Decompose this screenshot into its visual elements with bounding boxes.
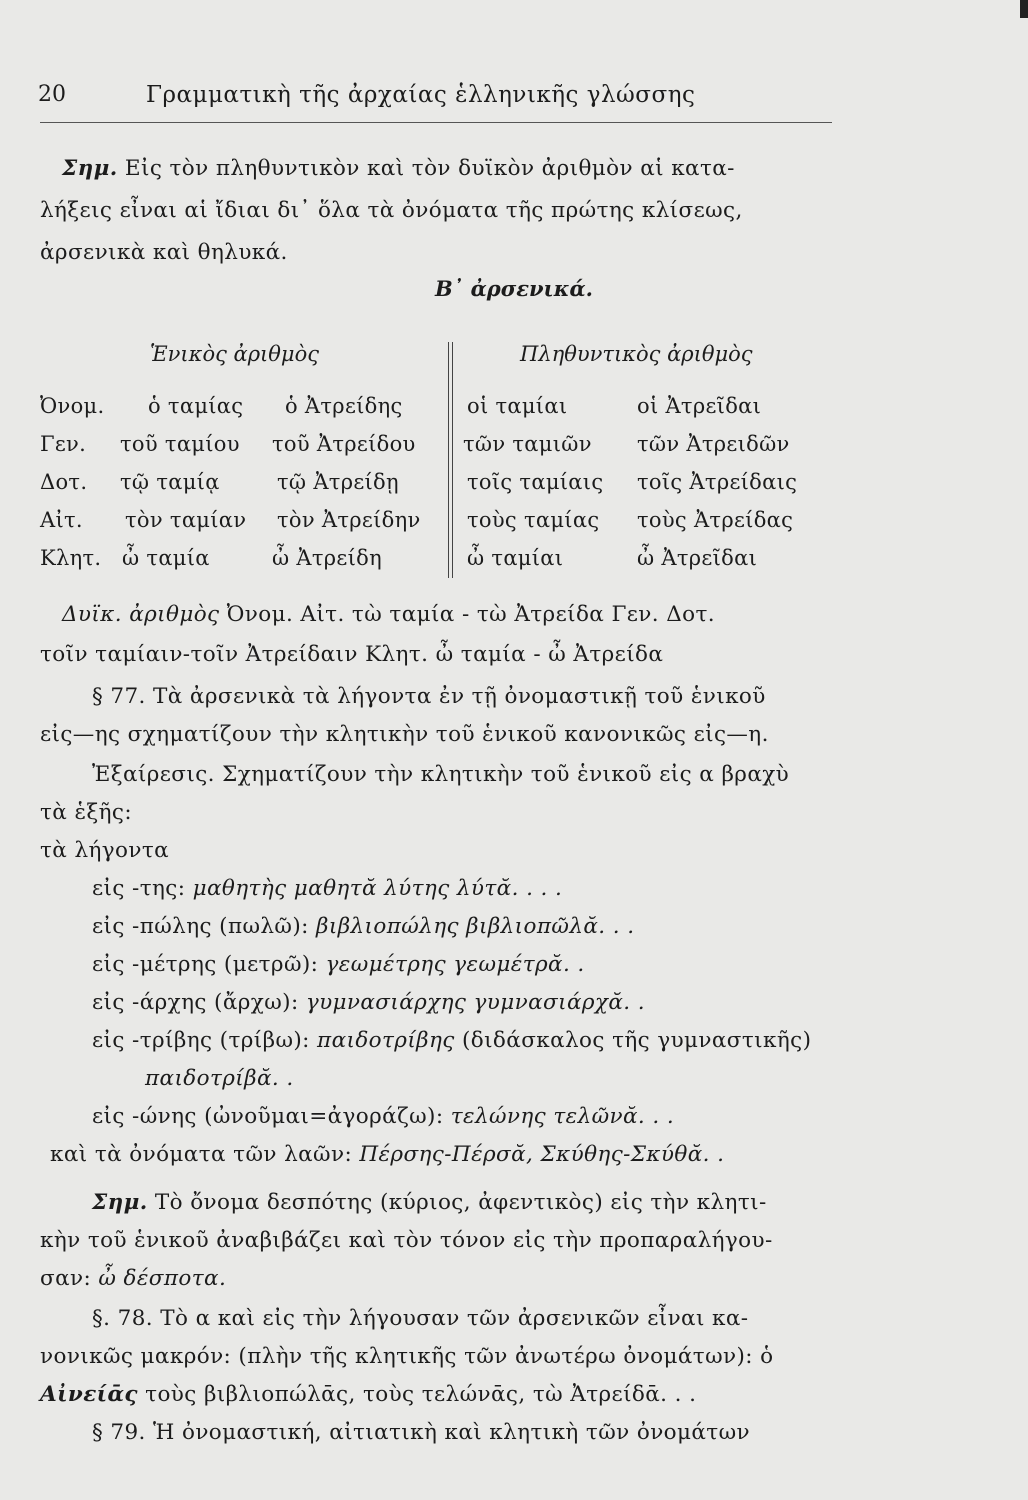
- exception-examples: μαθητὴς μαθητᾰ λύτης λύτᾰ. . . .: [192, 876, 563, 901]
- singular-form: τὸν ταμίαν: [125, 508, 247, 532]
- exception-ending: εἰς -ώνης (ὠνοῦμαι=ἀγοράζω):: [92, 1104, 451, 1129]
- para78-line2: νονικῶς μακρόν: (πλὴν τῆς κλητικῆς τῶν ἀνωτέρω ὀνομάτων): ὁ: [40, 1344, 774, 1369]
- para78-text3: τοὺς βιβλιοπώλᾱς, τοὺς τελώνᾱς, τὼ Ἀτρείδᾱ. . .: [137, 1382, 697, 1407]
- exception-item: [92, 876, 562, 901]
- exception-ending: εἰς -τρίβης (τρίβω):: [92, 1028, 318, 1053]
- page-number: 20: [38, 82, 66, 107]
- note1-line3: ἀρσενικὰ καὶ θηλυκά.: [40, 240, 288, 265]
- para77-line2: εἰς—ης σχηματίζουν τὴν κλητικὴν τοῦ ἑνικοῦ κανονικῶς εἰς—η.: [40, 722, 769, 747]
- peoples-intro: καὶ τὰ ὀνόματα τῶν λαῶν:: [50, 1142, 360, 1167]
- peoples-line: [50, 1142, 724, 1167]
- exception-ending: εἰς -πώλης (πωλῶ):: [92, 914, 317, 939]
- plural-form: τοὺς Ἀτρείδας: [637, 508, 794, 532]
- plural-form: τοῖς ταμίαις: [467, 470, 604, 494]
- exception-examples: βιβλιοπώλης βιβλιοπῶλᾰ. . .: [316, 914, 635, 939]
- exception-gloss: (διδάσκαλος τῆς γυμναστικῆς): [454, 1028, 812, 1053]
- singular-header: Ἑνικὸς ἀριθμὸς: [150, 342, 319, 366]
- table-divider: [448, 342, 449, 578]
- singular-form: τὸν Ἀτρείδην: [277, 508, 421, 532]
- singular-form: τοῦ Ἀτρείδου: [272, 432, 416, 456]
- para77-line4: τὰ ἑξῆς:: [40, 800, 132, 825]
- plural-form: τῶν ταμιῶν: [463, 432, 592, 456]
- exception-item: [92, 914, 634, 939]
- plural-form: οἱ Ἀτρεῖδαι: [637, 394, 762, 418]
- plural-form: τοῖς Ἀτρείδαις: [637, 470, 798, 494]
- plural-header: Πληθυντικὸς ἀριθμὸς: [520, 342, 753, 366]
- note2-example: ὦ δέσποτα.: [98, 1266, 227, 1291]
- singular-form: ὦ Ἀτρείδη: [272, 546, 382, 570]
- section-heading: Β᾽ ἀρσενικά.: [435, 276, 593, 301]
- para77-line5: τὰ λήγοντα: [40, 838, 170, 863]
- exception-examples: παιδοτρίβᾰ. .: [145, 1066, 294, 1091]
- case-label: Γεν.: [40, 432, 87, 456]
- scan-edge-mark: [1020, 0, 1028, 18]
- para78-line3: [40, 1382, 696, 1407]
- note2-line1: [92, 1190, 767, 1215]
- exception-item: [92, 1104, 674, 1129]
- para77-line1: § 77. Τὰ ἀρσενικὰ τὰ λήγοντα ἐν τῇ ὀνομαστικῇ τοῦ ἑνικοῦ: [92, 684, 766, 709]
- dual-line2: τοῖν ταμίαιν-τοῖν Ἀτρείδαιν Κλητ. ὦ ταμία - ὦ Ἀτρείδα: [40, 642, 664, 667]
- exception-ending: εἰς -άρχης (ἄρχω):: [92, 990, 306, 1015]
- table-divider-second: [452, 342, 453, 578]
- note2-text3: σαν:: [40, 1266, 99, 1291]
- singular-form: τῷ Ἀτρείδῃ: [277, 470, 399, 494]
- dual-label: Δυϊκ. ἀριθμὸς: [62, 602, 220, 627]
- para78-line1: §. 78. Τὸ α καὶ εἰς τὴν λήγουσαν τῶν ἀρσενικῶν εἶναι κα-: [92, 1306, 749, 1331]
- singular-form: ὁ Ἀτρείδης: [285, 394, 403, 418]
- plural-form: ὦ ταμίαι: [467, 546, 564, 570]
- case-label: Δοτ.: [40, 470, 88, 494]
- plural-form: οἱ ταμίαι: [467, 394, 568, 418]
- exception-examples: τελώνης τελῶνᾰ. . .: [450, 1104, 675, 1129]
- note1-line2: λήξεις εἶναι αἱ ἴδιαι δι᾽ ὅλα τὰ ὀνόματα τῆς πρώτης κλίσεως,: [40, 198, 743, 223]
- exception-item: [145, 1066, 294, 1091]
- exception-ending: εἰς -μέτρης (μετρῶ):: [92, 952, 326, 977]
- note2-line3: [40, 1266, 226, 1291]
- case-label: Κλητ.: [40, 546, 102, 570]
- note-label: Σημ.: [92, 1190, 148, 1215]
- exception-examples: γεωμέτρης γεωμέτρᾰ. .: [325, 952, 585, 977]
- plural-form: τοὺς ταμίας: [467, 508, 600, 532]
- note2-text1: Τὸ ὄνομα δεσπότης (κύριος, ἀφεντικὸς) εἰς τὴν κλητι-: [147, 1190, 767, 1215]
- exception-ending: εἰς -της:: [92, 876, 193, 901]
- singular-form: ὁ ταμίας: [148, 394, 244, 418]
- note1-text1: Εἰς τὸν πληθυντικὸν καὶ τὸν δυϊκὸν ἀριθμὸν αἱ κατα-: [117, 156, 735, 181]
- running-title: Γραμματικὴ τῆς ἀρχαίας ἑλληνικῆς γλώσσης: [146, 82, 696, 108]
- note-label: Σημ.: [62, 156, 118, 181]
- note2-line2: κὴν τοῦ ἑνικοῦ ἀναβιβάζει καὶ τὸν τόνον εἰς τὴν προπαραλήγου-: [40, 1228, 773, 1253]
- exception-item: [92, 990, 645, 1015]
- plural-form: τῶν Ἀτρειδῶν: [637, 432, 790, 456]
- note1-line1: [62, 156, 735, 181]
- dual-line1: [62, 602, 715, 627]
- case-label: Αἰτ.: [40, 508, 83, 532]
- header-rule: [40, 122, 832, 123]
- para79-line1: § 79. Ἡ ὀνομαστική, αἰτιατικὴ καὶ κλητικὴ τῶν ὀνομάτων: [92, 1420, 751, 1445]
- singular-form: τοῦ ταμίου: [120, 432, 240, 456]
- singular-form: ὦ ταμία: [122, 546, 210, 570]
- exception-item: [92, 1028, 811, 1053]
- para78-example: Αἰνείᾱς: [40, 1382, 138, 1407]
- peoples-examples: Πέρσης-Πέρσᾰ, Σκύθης-Σκύθᾰ. .: [359, 1142, 725, 1167]
- exception-item: [92, 952, 585, 977]
- singular-form: τῷ ταμίᾳ: [120, 470, 220, 494]
- exception-examples: παιδοτρίβης: [317, 1028, 455, 1053]
- page-header: [38, 78, 838, 120]
- plural-form: ὦ Ἀτρεῖδαι: [637, 546, 758, 570]
- para77-line3: Ἐξαίρεσις. Σχηματίζουν τὴν κλητικὴν τοῦ ἑνικοῦ εἰς α βραχὺ: [92, 762, 790, 787]
- dual-text1: Ὀνομ. Αἰτ. τὼ ταμία - τὼ Ἀτρείδα Γεν. Δοτ.: [219, 602, 716, 627]
- exception-examples: γυμνασιάρχης γυμνασιάρχᾰ. .: [305, 990, 645, 1015]
- case-label: Ὀνομ.: [40, 394, 105, 418]
